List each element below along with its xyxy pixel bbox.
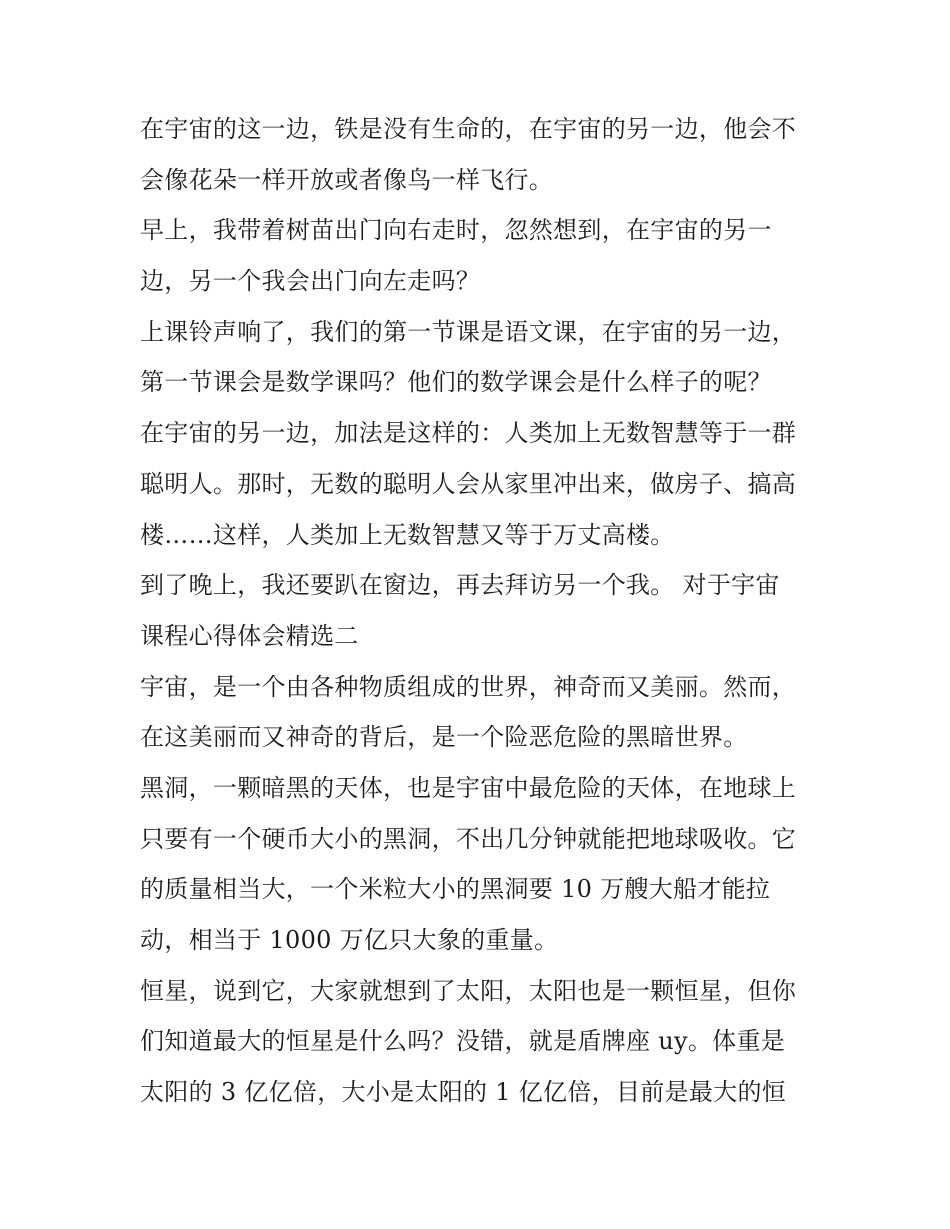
text-line: 到了晚上，我还要趴在窗边，再去拜访另一个我。 对于宇宙 xyxy=(140,571,780,600)
text-line: 边，另一个我会出门向左走吗？ xyxy=(140,267,481,296)
text-line: 恒星，说到它，大家就想到了太阳，太阳也是一颗恒星，但你 xyxy=(140,976,797,1005)
text-line: 会像花朵一样开放或者像鸟一样飞行。 xyxy=(140,165,554,194)
text-line: 楼……这样，人类加上无数智慧又等于万丈高楼。 xyxy=(140,520,675,549)
text-line: 动，相当于 1000 万亿只大象的重量。 xyxy=(140,926,559,954)
text-line: 上课铃声响了，我们的第一节课是语文课，在宇宙的另一边， xyxy=(140,317,797,346)
text-line: 们知道最大的恒星是什么吗？没错，就是盾牌座 uy。体重是 xyxy=(140,1027,786,1056)
text-line: 在宇宙的这一边，铁是没有生命的，在宇宙的另一边，他会不 xyxy=(140,115,797,143)
text-line: 在这美丽而又神奇的背后，是一个险恶危险的黑暗世界。 xyxy=(140,723,748,752)
text-line: 黑洞，一颗暗黑的天体，也是宇宙中最危险的天体，在地球上 xyxy=(140,773,797,802)
text-line: 的质量相当大，一个米粒大小的黑洞要 10 万艘大船才能拉 xyxy=(140,875,771,904)
text-line: 宇宙，是一个由各种物质组成的世界，神奇而又美丽。然而， xyxy=(140,672,797,701)
text-line: 早上，我带着树苗出门向右走时，忽然想到，在宇宙的另一 xyxy=(140,216,772,245)
text-line: 太阳的 3 亿亿倍，大小是太阳的 1 亿亿倍，目前是最大的恒 xyxy=(140,1078,787,1107)
document-body xyxy=(140,104,820,1118)
text-line: 聪明人。那时，无数的聪明人会从家里冲出来，做房子、搞高 xyxy=(140,469,797,498)
section-heading: 课程心得体会精选二 xyxy=(140,621,359,650)
text-line: 在宇宙的另一边，加法是这样的：人类加上无数智慧等于一群 xyxy=(140,419,797,448)
text-line: 只要有一个硬币大小的黑洞，不出几分钟就能把地球吸收。它 xyxy=(140,824,797,853)
text-line: 第一节课会是数学课吗？他们的数学课会是什么样子的呢？ xyxy=(140,368,772,397)
